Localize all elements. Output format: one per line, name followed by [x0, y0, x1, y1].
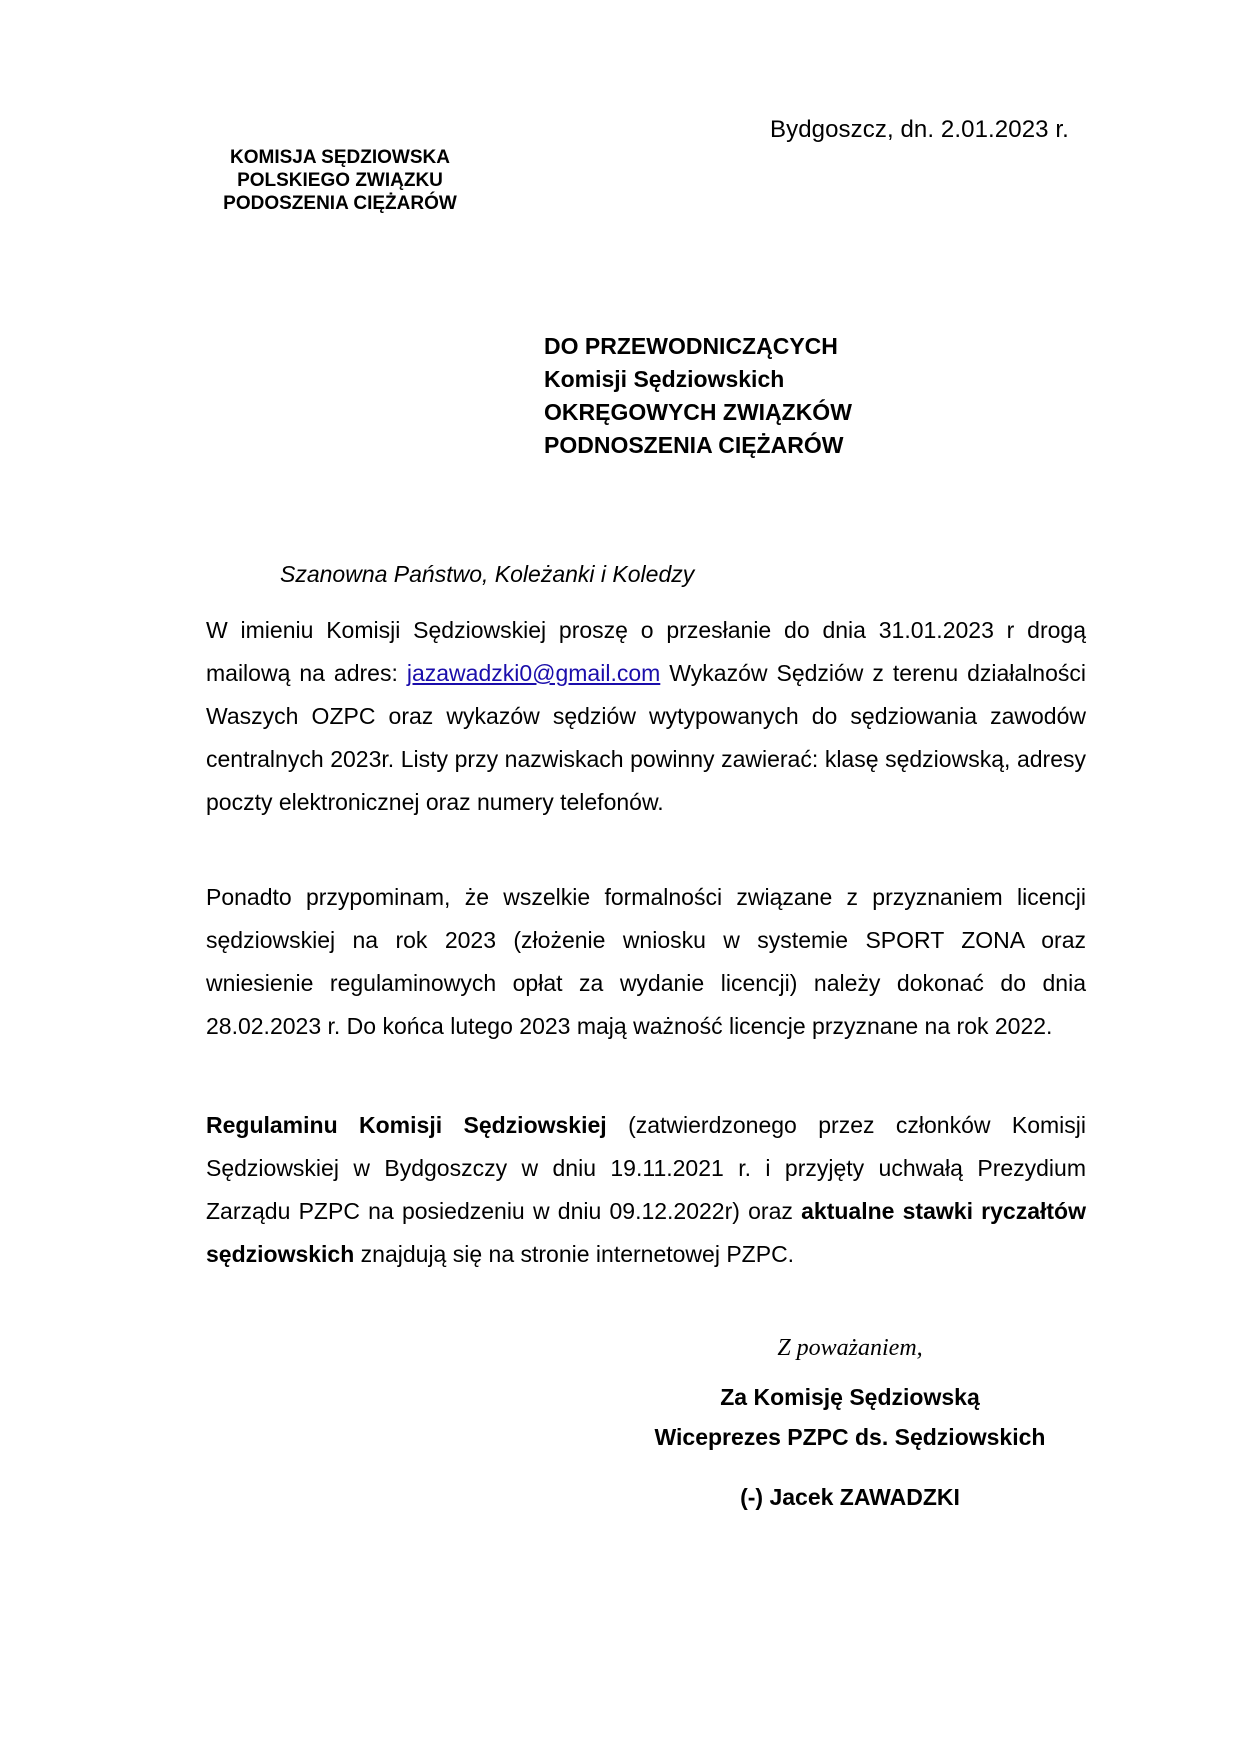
recipient-line: Komisji Sędziowskich [544, 366, 785, 392]
paragraph-text: W imieniu Komisji Sędziowskiej proszę o przesłanie do dnia 31.01.2023 r drogą mailową na adres: [206, 617, 1086, 686]
sender-line: POLSKIEGO ZWIĄZKU [237, 170, 443, 191]
signature-name: (-) Jacek ZAWADZKI [740, 1484, 960, 1510]
paragraph-text: znajdują się na stronie internetowej PZPC. [354, 1241, 795, 1267]
recipient-line: PODNOSZENIA CIĘŻARÓW [544, 432, 844, 458]
paragraph-text: Wykazów Sędziów z terenu działalności Waszych OZPC oraz wykazów sędziów wytypowanych do sędziowania zawodów centralnych 2023r. Listy przy nazwiskach powinny zawierać: klasę sędziowską, adresy poczty elektronicznej oraz numery telefonów. [206, 660, 1086, 815]
paragraph-bold-text: aktualne stawki ryczałtów sędziowskich [206, 1198, 1086, 1267]
paragraph-text: (zatwierdzonego przez członków Komisji Sędziowskiej w Bydgoszczy w dniu 19.11.2021 r. i przyjęty uchwałą Prezydium Zarządu PZPC na posiedzeniu w dniu 09.12.2022r) oraz [206, 1112, 1087, 1224]
recipient-line: OKRĘGOWYCH ZWIĄZKÓW [544, 399, 852, 425]
greeting: Szanowna Państwo, Koleżanki i Koledzy [280, 561, 695, 587]
paragraph-bold-text: Regulaminu Komisji Sędziowskiej [206, 1112, 607, 1138]
recipient-block [544, 330, 852, 462]
sender-line: PODOSZENIA CIĘŻARÓW [223, 193, 457, 214]
paragraph-regulations [206, 1104, 1086, 1276]
letter-date: Bydgoszcz, dn. 2.01.2023 r. [770, 116, 1069, 143]
sender-line: KOMISJA SĘDZIOWSKA [230, 147, 450, 168]
recipient-line: DO PRZEWODNICZĄCYCH [544, 333, 838, 359]
paragraph-license: Ponadto przypominam, że wszelkie formalności związane z przyznaniem licencji sędziowskiej na rok 2023 (złożenie wniosku w systemie SPORT ZONA oraz wniesienie regulaminowych opłat za wydanie licencji) należy dokonać do dnia 28.02.2023 r. Do końca lutego 2023 mają ważność licencje przyznane na rok 2022. [206, 884, 1086, 1039]
paragraph-request [206, 609, 1086, 824]
signature-line: Wiceprezes PZPC ds. Sędziowskich [654, 1424, 1046, 1450]
email-link[interactable]: jazawadzki0@gmail.com [406, 660, 661, 686]
closing-salutation: Z poważaniem, [777, 1335, 923, 1361]
sender-block [200, 146, 480, 215]
signature-line: Za Komisję Sędziowską [720, 1384, 980, 1410]
